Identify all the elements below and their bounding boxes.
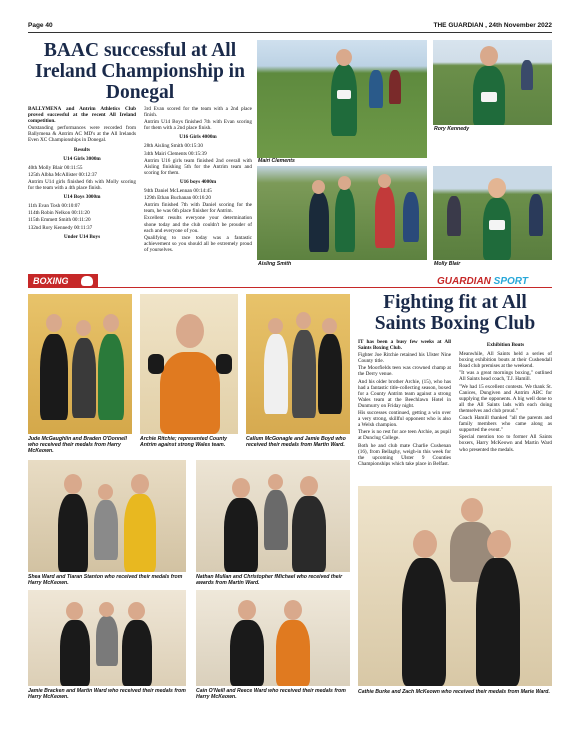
paragraph: "It was a great mornings boxing," outlined All Saints head coach, T.J. Hamill. [459,370,552,383]
paragraph: Antrim U14 girls finished 6th with Molly scoring for the team with a 4th place finish. [28,178,136,192]
subheading: Exhibition Bouts [486,342,525,348]
paragraph: There is no rest for ace teen Archie, as pupil at Dunclug College. [358,429,451,442]
paragraph: Outstanding performances were recorded from Ballymena & Antrim AC MD's at the All Irelands Even XC Championships in Donegal. [28,125,136,144]
paragraph: IT has been a busy few weeks at All Saints Boxing Club. [358,339,451,352]
caption-mairi: Mairi Clements [258,158,295,164]
paragraph: Fighter Joe Ritchie retained his Ulster Nine County title. [358,352,451,365]
caption-callum-jamie: Callum McGonagle and Jamie Boyd who received their medals from Martin Ward. [246,436,346,448]
photo-archie-ritchie [140,294,238,434]
paragraph: U14 Boys 3000m [63,194,101,201]
caption-nathan-christopher: Nathan Mullan and Christopher fMichael who received their awards from Martin Ward. [196,574,343,586]
photo-shea-tiaran [28,460,186,572]
header-rule [28,32,552,33]
paragraph: Excellent results everyone your determination shone today and the club couldn't be prouder of each and everyone of you. [144,215,252,234]
photo-aisling-smith [257,166,427,260]
paragraph: 125th Albha McAllister 00:12:37 [28,171,98,178]
paragraph: 34th Mairi Clements 00:15:39 [144,150,207,157]
photo-cain-reece [196,590,350,686]
paragraph: And his older brother Archie, (15), who has had a fantastic title-collecting season, boxed for a County Antrim team against a strong Wales team at the Beechlawn Hotel in Dunmurry on Friday night. [358,378,451,409]
section-rule [98,287,552,288]
paragraph: Both he and club mate Charlie Cushenan (16), from Bellaghy, weigh-in this week for the upcoming Ulster 9 Counties Championships which take place in Belfast. [358,442,451,467]
guardian-sport-logo [437,276,528,287]
paragraph: 11th Evan Tosh 00:10:07 [28,203,80,210]
article-headline: BAAC successful at All Ireland Championship in Donegal [35,40,245,103]
paragraph: Qualifying to race today was a fantastic achievement so you should all be extremely proud of yourselves. [144,234,252,253]
caption-cain-reece: Cain O'Neill and Reece Ward who received their medals from Harry McKeown. [196,688,346,700]
photo-jude-braden [28,294,132,434]
paragraph: 3rd Evan scored for the team with a 2nd place finish. [144,106,252,119]
paragraph: BALLYMENA and Antrim Athletics Club proved successful at the recent All Ireland competition. [28,106,136,125]
masthead: THE GUARDIAN , 24th November 2022 [433,22,552,29]
paragraph: Under U14 Boys [63,233,101,240]
guardian-word: GUARDIAN [437,276,491,287]
paragraph: His successes continued, getting a win over a very strong, skillful opponent who is also a Welsh champion. [358,410,451,429]
caption-rory: Rory Kennedy [434,126,470,132]
paragraph: 28th Aisling Smith 00:15:30 [144,143,203,150]
paragraph: The Moorfields teen was crowned champ at the Derry venue. [358,365,451,378]
photo-molly-blair [433,166,552,260]
article-column-2 [144,106,252,254]
paragraph: 40th Molly Blair 00:11:55 [28,164,83,171]
paragraph: Antrim U16 girls team finished 2nd overall with Aisling finishing 5th for the Antrim team and scoring for them. [144,157,252,176]
paragraph: "We had 15 excellent contests. We thank St. Canices, Dungiven and Antrim ABC for supplying the opponents. A big well done to all the All Saints lads with each doing themselves and club proud." [459,383,552,414]
page-number: Page 40 [28,22,53,29]
paragraph: Results [73,146,91,153]
paragraph: 132nd Rory Kennedy 00:11:37 [28,224,93,231]
photo-callum-jamie [246,294,350,434]
boxing-column-2 [459,339,552,454]
photo-rory-kennedy [433,40,552,125]
paragraph: 129th Ethan Buchanan 00:16:20 [144,195,211,202]
paragraph: 94th Daniel McLennan 00:14:45 [144,188,212,195]
caption-jamie-martin: Jamie Bracken and Martin Ward who received their medals from Harry McKeown. [28,688,186,700]
caption-cathie-zach: Cathie Burke and Zach McKeown who received their medals from Marie Ward. [358,689,550,695]
caption-jude-braden: Jude McGaughlin and Braden O'Donnell who received their medals from Harry McKeown. [28,436,127,454]
paragraph: Special mention too to former All Saints boxers, Harry McKeown and Martin Ward who presented the medals. [459,434,552,453]
paragraph: Antrim U14 Boys finished 7th with Evan scoring for them with a 2nd place finish. [144,119,252,132]
paragraph: U14 Girls 3000m [63,155,101,162]
photo-mairi-clements [257,40,427,158]
paragraph: Coach Hamill thanked "all the parents and family members who came along as supported the event." [459,415,552,434]
paragraph: Meanwhile, All Saints held a series of boxing exhibition bouts at their Cushendall Road club premises at the weekend. [459,351,552,370]
sport-word: SPORT [493,276,528,287]
caption-shea-tiaran: Shea Ward and Tiaran Stanton who received their medals from Harry McKeown. [28,574,183,586]
caption-archie: Archie Ritchie; represented County Antrim against strong Wales team. [140,436,228,448]
caption-aisling: Aisling Smith [258,261,292,267]
paragraph: U16 Girls 4000m [179,134,217,141]
paragraph: Antrim finished 7th with Daniel scoring for the team, he was 6th place finisher for Antrim. [144,202,252,215]
paragraph: 115th Emmett Smith 00:11:20 [28,217,91,224]
boxing-headline: Fighting fit at All Saints Boxing Club [374,292,536,334]
paragraph: U16 boys 4000m [179,178,217,185]
boxing-column-1 [358,339,451,468]
photo-cathie-zach [358,486,552,686]
caption-molly: Molly Blair [434,261,461,267]
paragraph: 114th Robin Nelkon 00:11:20 [28,210,90,217]
boxing-label-text: BOXING [33,276,69,286]
article-column-1 [28,106,136,243]
boxing-section-label [28,274,98,288]
photo-jamie-martin [28,590,186,686]
boxing-glove-icon [81,276,93,286]
photo-nathan-christopher [196,460,350,572]
